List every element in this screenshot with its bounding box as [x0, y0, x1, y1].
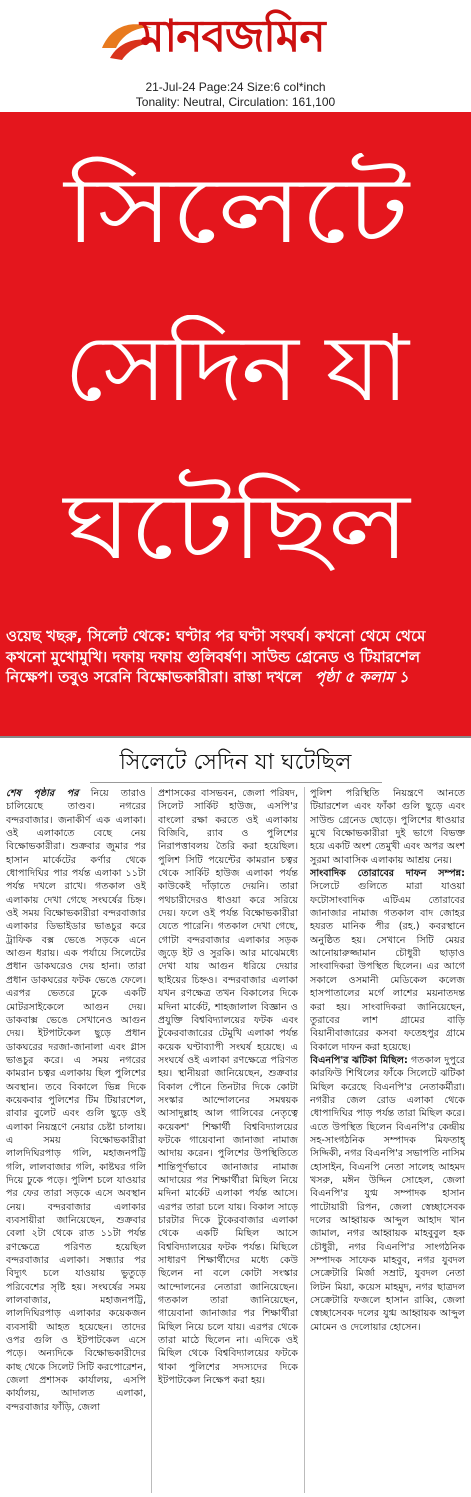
- title-underline: [90, 782, 382, 783]
- column-1-text: নিয়ে তারাও চালিয়েছে তাণ্ডব। নগরের বন্দরবাজার। জনাকীর্ণ এক এলাকা। ওই এলাকাতে বেছে নেয় বিক্ষোভকারীরা। শুক্রবার জুমার পর হাসান মার্কেটের কর্ণার থেকে ধোপাদিঘির পার পর্যন্ত এলাকা ১১টা পর্যন্ত দখলে রাখে। গতকাল ওই এলাকায় দেখা গেছে সংঘর্ষের চিহ্ন। ওই সময় বিক্ষোভকারীরা বন্দরবাজার এলাকার ডিভাইডার ভাঙচুর করে ট্রাফিক বক্স ভেঙে সড়কে এনে আগুন ধরায়। এক পর্যায়ে সিলেটের প্রধান ডাকঘরেও দেয় হানা। তারা প্রধান ডাকঘরের ফটক ভেঙে ফেলে। এরপর ভেতরে ঢুকে একটি মোটরসাইকেলে আগুন দেয়। ডাকবাক্স ভেঙে সেখানেও আগুন দেয়। ইটপাটকেল ছুড়ে প্রধান ডাকঘরের দরজা-জানালা এবং গ্লাস ভাঙচুর করে। এ সময় নগরের কামরান চত্বর এলাকায় ছিল পুলিশের অবস্থান। তবে বিকালে ভিন্ন দিকে কয়েকবার পুলিশের টিম টিয়ারশেল, রাবার বুলেট এবং গুলি ছুড়ে ওই এলাকা নিয়ন্ত্রণে নেয়ার চেষ্টা চালায়। এ সময় বিক্ষোভকারীরা লালদিঘিরপাড় গলি, মহাজনপট্টি গলি, লালবাজার গলি, কাষ্টঘর গলি দিয়ে ঢুকে পড়ে। পুলিশ চলে যাওয়ার পর ফের তারা সড়কে এসে অবস্থান নেয়। বন্দরবাজার এলাকার ব্যবসায়ীরা জানিয়েছেন, শুক্রবার বেলা ২টা থেকে রাত ১১টা পর্যন্ত রণক্ষেত্রে পরিণত হয়েছিল বন্দরবাজার এলাকা। সন্ধ্যার পর বিদ্যুৎ চলে যাওয়ায় ভুতুড়ে পরিবেশের সৃষ্টি হয়। সংঘর্ষের সময় লালবাজার, মহাজনপট্টি, লালদিঘিরপাড় এলাকার কয়েকজন ব্যবসায়ী আহত হয়েছেন। তাদের ওপর গুলি ও ইটপাটকেল এসে পড়ে। অন্যদিকে বিক্ষোভকারীদের কাছ থেকে সিলেট সিটি করপোরেশন, জেলা প্রশাসক কার্যালয়, এসপি কার্যালয়, আদালত এলাকা, বন্দরবাজার ফাঁড়ি, জেলা: [6, 788, 146, 1413]
- clip-info-line: 21-Jul-24 Page:24 Size:6 col*inch: [145, 80, 326, 94]
- continuation-title: সিলেটে সেদিন যা ঘটেছিল: [119, 750, 352, 775]
- intro-text: [6, 626, 464, 688]
- intro-body: ঘণ্টার পর ঘণ্টা সংঘর্ষ। কখনো থেমে থেমে কখনো মুখোমুখি। দফায় দফায় গুলিবর্ষণ। সাউন্ড গ্রেনেড ও টিয়ারশেল নিক্ষেপ। তবুও সরেনি বিক্ষোভকারীরা। রাস্তা দখলে: [6, 627, 426, 686]
- column-1: [6, 787, 146, 1493]
- tonality-line: Tonality: Neutral, Circulation: 161,100: [135, 95, 336, 109]
- intro-block: [0, 624, 471, 736]
- column-3-text-c: গতকাল দুপুরে কারফিউ শিথিলের ফাঁকে সিলেটে ঝটিকা মিছিল করেছে বিএনপি'র নেতাকর্মীরা। নগরীর জেল রোড এলাকা থেকে ধোপাদিঘির পাড় পর্যন্ত তারা মিছিল করে। এতে উপস্থিত ছিলেন বিএনপি'র কেন্দ্রীয় সহ-সাংগঠনিক সম্পাদক মিফতাহ্ সিদ্দিকী, নগর বিএনপি'র সভাপতি নাসিম হোসাইন, বিএনপি নেতা সালেহ আহমদ খসরু, মঈন উদ্দিন সোহেল, জেলা বিএনপি'র যুগ্ম সম্পাদক হাসান পাটোয়ারী রিপন, জেলা স্বেচ্ছাসেবক দলের আহ্বায়ক আব্দুল আহাদ খান জামাল, নগর আহ্বায়ক মাহবুবুল হক চৌধুরী, নগর বিএনপি'র সাংগঠনিক সম্পাদক সাফেক মাহবুব, নগর যুবদল সেক্রেটারি মির্জা সম্রাট, যুবদল নেতা লিটন মিয়া, কয়েস মাহমুদ, নগর ছাত্রদল সেক্রেটারি ফজলে হাসান রাব্বি, জেলা স্বেচ্ছাসেবক দলের যুগ্ম আহ্বায়ক আব্দুল মোমেন ও দেলোয়ার হোসেন।: [310, 1054, 465, 1333]
- masthead: [0, 0, 471, 109]
- column-separator: [151, 787, 152, 1493]
- headline: [6, 132, 465, 606]
- subsection-heading-burial: সাংবাদিক তোরাবের দাফন সম্পন্ন:: [310, 868, 465, 880]
- column-2-text: প্রশাসকের বাসভবন, জেলা পরিষদ, সিলেট সার্কিট হাউজ, এসপি'র বাংলো রক্ষা করতে ওই এলাকায় বিজিবি, র‌্যাব ও পুলিশের নিরাপত্তাবলয় তৈরি করা হয়েছিল। পুলিশ সিটি পয়েন্টের কামরান চত্বর থেকে সার্কিট হাউজ এলাকা পর্যন্ত কাউকেই দাঁড়াতে দেয়নি। তারা পথচারীদেরও ধাওয়া করে সরিয়ে দেয়। ফলে ওই পর্যন্ত বিক্ষোভকারীরা যেতে পারেনি। গতকাল দেখা গেছে, গোটা বন্দরবাজার এলাকার সড়ক জুড়ে ইট ও সুরকি। আর মাঝেমধ্যে দেখা যায় আগুন ধরিয়ে দেয়ার ছাইয়ের চিহ্নও। বন্দরবাজার এলাকা যখন রণক্ষেত্র তখন বিকালের দিকে মদিনা মার্কেট, শাহজালাল বিজ্ঞান ও প্রযুক্তি বিশ্ববিদ্যালয়ের ফটক এবং টুকেরবাজারের টেমুখি এলাকা পর্যন্ত কয়েক ঘণ্টাব্যাপী সংঘর্ষ হয়েছে। এ সংঘর্ষে ওই এলাকা রণক্ষেত্রে পরিণত হয়। স্থানীয়রা জানিয়েছেন, শুক্রবার বিকাল পৌনে তিনটার দিকে কোটা সংস্কার আন্দোলনের সমন্বয়ক আসাদুল্লাহ আল গালিবের নেতৃত্বে কয়েকশ' শিক্ষার্থী বিশ্ববিদ্যালয়ের ফটকে গায়েবানা জানাজা নামাজ আদায় করেন। পুলিশের উপস্থিতিতে শান্তিপূর্ণভাবে জানাজার নামাজ আদায়ের পর শিক্ষার্থীরা মিছিল নিয়ে মদিনা মার্কেট এলাকা পর্যন্ত আসে। এরপর তারা চলে যায়। বিকাল সাড়ে চারটার দিকে টুকেরবাজার এলাকা থেকে একটি মিছিল আসে বিশ্ববিদ্যালয়ের ফটক পর্যন্ত। মিছিলে সাধারণ শিক্ষার্থীদের মধ্যে কেউ ছিলেন না বলে কোটা সংস্কার আন্দোলনের নেতারা জানিয়েছেন। গতকাল তারা জানিয়েছেন, গায়েবানা জানাজার পর শিক্ষার্থীরা মিছিল নিয়ে চলে যায়। এরপর থেকে তারা মাঠে ছিলেন না। এদিকে ওই মিছিল থেকে বিশ্ববিদ্যালয়ের ফটকে থাকা পুলিশের সদস্যদের দিকে ইটপাটকেল নিক্ষেপ করা হয়।: [158, 788, 298, 1387]
- continued-note: পৃষ্ঠা ৫ কলাম ১: [314, 668, 409, 686]
- column-3-text-a: পুলিশ পরিস্থিতি নিয়ন্ত্রণে আনতে টিয়ারশেল এবং ফাঁকা গুলি ছুড়ে এবং সাউন্ড গ্রেনেড ছোড়ে। পুলিশের ধাওয়ার মুখে বিক্ষোভকারীরা দুই ভাগে বিভক্ত হয়ে একটি অংশ তেমুখী এবং অপর অংশ সুরমা আবাসিক এলাকায় আশ্রয় নেয়।: [310, 788, 465, 866]
- section-divider: [0, 736, 471, 738]
- headline-line-2: সেদিন যা: [64, 315, 407, 422]
- column-2: [158, 787, 298, 1493]
- subsection-heading-procession: বিএনপি'র ঝটিকা মিছিল:: [310, 1054, 408, 1066]
- column-separator: [304, 787, 305, 1493]
- continued-from-label: শেষ পৃষ্ঠার পর: [6, 788, 79, 799]
- newspaper-logo: [100, 8, 380, 70]
- byline: ওয়েছ খছরু, সিলেট থেকে:: [6, 627, 171, 645]
- article-columns: [0, 787, 471, 1493]
- column-3: [310, 787, 465, 1493]
- headline-line-1: সিলেটে: [64, 157, 407, 264]
- headline-line-3: ঘটেছিল: [63, 473, 408, 580]
- logo-text: মানবজমিন: [140, 11, 325, 62]
- column-3-text-b: সিলেটে গুলিতে মারা যাওয়া ফটোসাংবাদিক এটিএম তোরাবের জানাজার নামাজ গতকাল বাদ জোহর হযরত মানিক পীর (রহ.) কবরস্থানে অনুষ্ঠিত হয়। সেখানে সিটি মেয়র আনোয়ারুজ্জামান চৌধুরী ছাড়াও সাংবাদিকরা উপস্থিত ছিলেন। এর আগে সকালে ওসমানী মেডিকেল কলেজ হাসপাতালের মর্গে লাশের ময়নাতদন্ত করা হয়। সাংবাদিকরা জানিয়েছেন, তুরাবের লাশ গ্রামের বাড়ি বিয়ানীবাজারের কসবা ফতেহপুর গ্রামে বিকালে দাফন করা হয়েছে।: [310, 881, 465, 1053]
